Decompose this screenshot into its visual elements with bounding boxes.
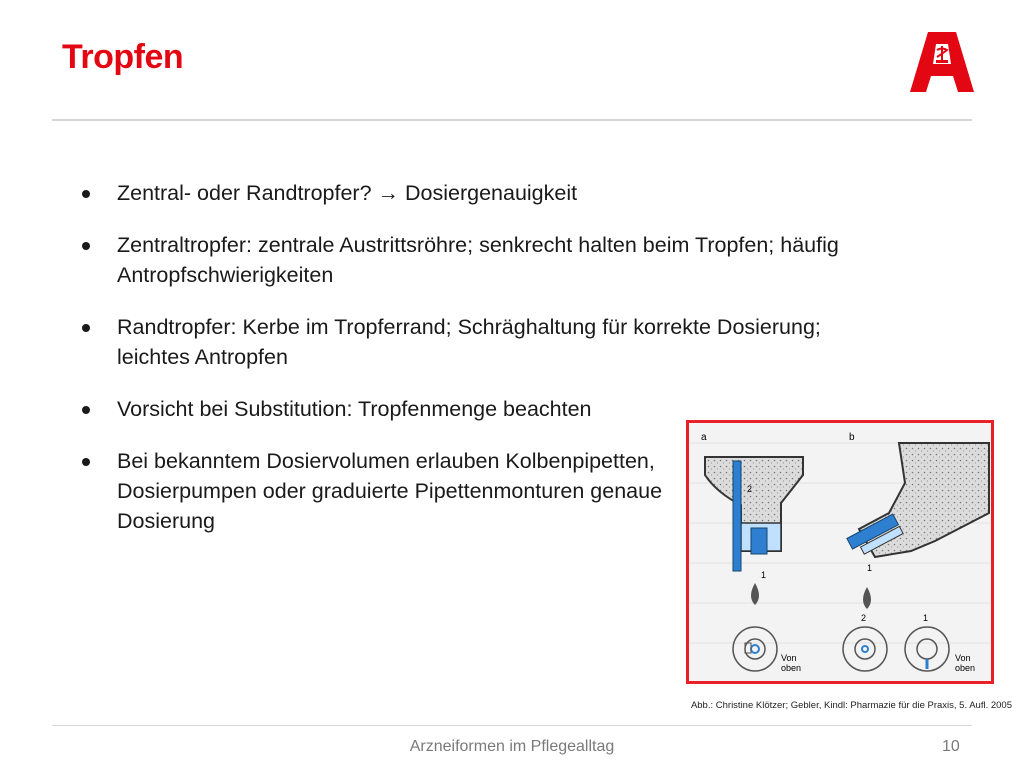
edge-dropper-drawing [847,443,989,609]
label-b: b [849,432,855,443]
oben-label-b: oben [955,663,976,673]
figure-caption: Abb.: Christine Klötzer; Gebler, Kindl: Pharmazie für die Praxis, 5. Aufl. 2005 [690,700,1012,711]
von-label-a: Von [781,653,797,663]
bullet-item [78,312,858,372]
dropper-diagram-figure [686,420,994,684]
top-view-b1 [905,627,949,671]
label-a: a [701,432,707,443]
top-view-a [733,627,777,671]
bullet-dot-icon [82,324,90,332]
bullet-item [78,446,677,536]
page-number: 10 [942,738,960,755]
num-1-c: 1 [923,613,929,623]
footer-divider [52,725,972,726]
top-view-b2 [843,627,887,671]
bullet-text: Bei bekanntem Dosiervolumen erlauben Kolbenpipetten, Dosierpumpen oder graduierte Pipettenmonturen genaue Dosierung [117,449,663,533]
num-2-a: 2 [747,484,753,494]
bullet-dot-icon [82,242,90,250]
dropper-diagram [689,423,991,681]
bullet-dot-icon [82,406,90,414]
bullet-dot-icon [82,458,90,466]
num-1-a: 1 [761,570,767,580]
num-2-b: 2 [861,613,867,623]
bullet-text: Zentraltropfer: zentrale Austrittsröhre; senkrecht halten beim Tropfen; häufig Antropfschwierigkeiten [117,233,839,287]
bullet-item [78,230,858,290]
slide-title: Tropfen [62,38,184,76]
oben-label-a: oben [781,663,802,673]
bullet-item [78,178,858,208]
footer-title: Arzneiformen im Pflegealltag [409,738,615,755]
von-label-b: Von [955,653,971,663]
bullet-dot-icon [82,190,90,198]
num-1-b: 1 [867,563,873,573]
title-divider [52,119,972,121]
bullet-text: Zentral- oder Randtropfer? → Dosiergenauigkeit [117,181,578,205]
bullet-text: Vorsicht bei Substitution: Tropfenmenge beachten [117,397,592,421]
central-dropper-drawing [705,457,803,605]
apotheke-a-logo-icon [906,26,978,98]
bullet-text: Randtropfer: Kerbe im Tropferrand; Schräghaltung für korrekte Dosierung; leichtes Antropfen [117,315,821,369]
